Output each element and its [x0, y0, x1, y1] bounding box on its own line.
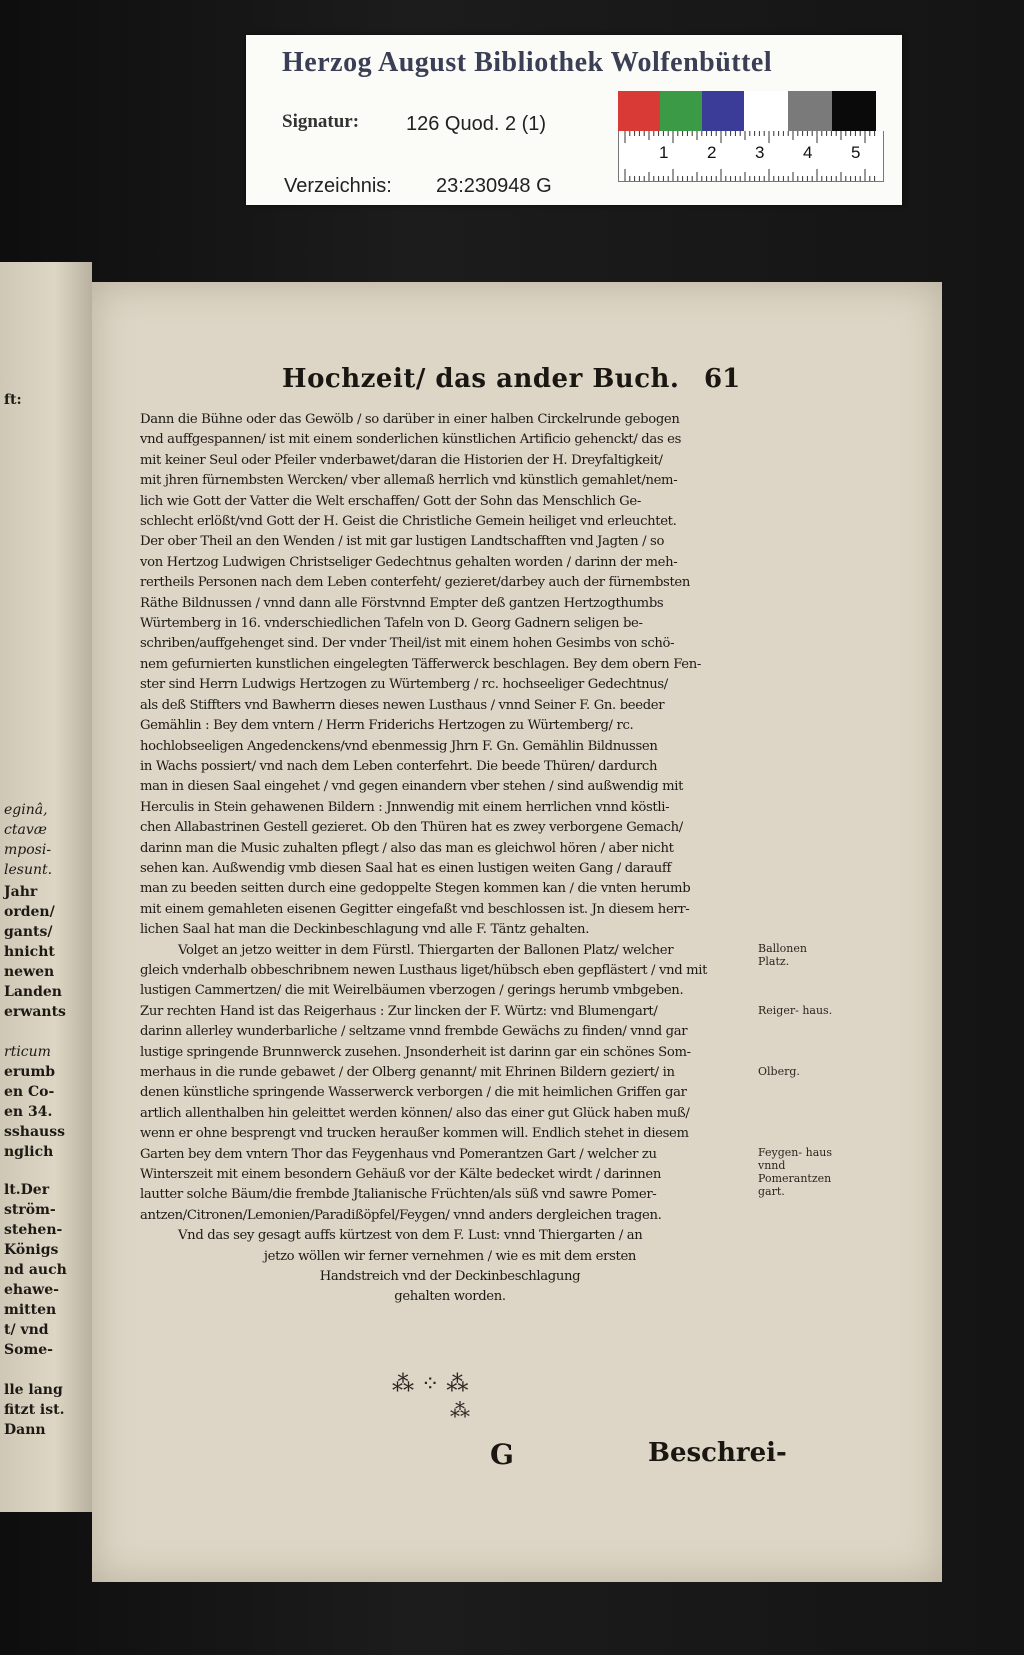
- page-number: 61: [704, 364, 741, 394]
- text-line: lautter solche Bäum/die frembde Jtalianische Früchten/als süß vnd sawre Pomer-: [140, 1187, 657, 1203]
- ruler-number: 5: [851, 143, 861, 162]
- ornament-lower: ⁂: [450, 1398, 470, 1422]
- text-line: Gemählin : Bey dem vntern / Herrn Friderichs Hertzogen zu Würtemberg/ rc.: [140, 718, 634, 734]
- text-line: vnd auffgespannen/ ist mit einem sonderlichen künstlichen Artificio gehenckt/ das es: [140, 432, 682, 448]
- left-page-fragment: eginâ,: [4, 802, 48, 818]
- left-page-fragment: erwants: [4, 1004, 66, 1020]
- text-line: mit jhren fürnembsten Wercken/ vber allemaß herrlich vnd künstlich gemahlet/nem-: [140, 473, 678, 489]
- text-line: Handstreich vnd der Deckinbeschlagung: [319, 1269, 581, 1285]
- signature-label: Signatur:: [282, 111, 360, 132]
- left-page-fragment: ctavæ: [4, 822, 47, 838]
- margin-note: Olberg.: [758, 1064, 800, 1078]
- text-line: darinn man die Music zuhalten pflegt / also das man es gleichwol hören / aber nicht: [140, 840, 674, 856]
- color-patch: [702, 91, 744, 131]
- signature-mark: G: [490, 1438, 514, 1471]
- left-page-fragment: Königs: [4, 1242, 59, 1258]
- left-page-fragment: stehen-: [4, 1222, 63, 1238]
- ruler-number: 1: [659, 143, 669, 162]
- left-page-fragment: mitten: [4, 1302, 57, 1318]
- text-line: rertheils Personen nach dem Leben conterfeht/ gezieret/darbey auch der fürnembsten: [140, 575, 691, 591]
- text-line: jetzo wöllen wir ferner vernehmen / wie es mit dem ersten: [263, 1248, 637, 1264]
- left-page-fragment: en Co-: [4, 1084, 55, 1100]
- running-head: Hochzeit/ das ander Buch.: [282, 364, 680, 394]
- text-line: nem gefurnierten kunstlichen eingelegten Täfferwerck beschlagen. Bey dem obern Fen-: [140, 656, 701, 672]
- left-page-fragment: hnicht: [4, 944, 55, 960]
- margin-note: Reiger- haus.: [758, 1003, 833, 1017]
- text-line: denen künstliche springende Wasserwerck verborgen / die mit heimlichen Griffen gar: [140, 1085, 687, 1101]
- margin-note: Feygen- haus vnnd Pomerantzen gart.: [758, 1146, 832, 1199]
- text-line: gehalten worden.: [394, 1289, 506, 1305]
- ruler-number: 3: [755, 143, 765, 162]
- text-line: von Hertzog Ludwigen Christseliger Gedechtnus gehalten worden / darinn der meh-: [140, 554, 678, 570]
- left-page-fragment: en 34.: [4, 1104, 53, 1120]
- text-line: wenn er ohne besprengt vnd trucken heraußer kommen will. Endlich stehet in diesem: [140, 1126, 689, 1142]
- left-page-fragment: ehawe-: [4, 1282, 59, 1298]
- text-line: merhaus in die runde gebawet / der Olberg genannt/ mit Ehrinen Bildern geziert/ in: [140, 1065, 675, 1080]
- text-line: Winterszeit mit einem besondern Gehäuß vor der Kälte bedecket wirdt / darinnen: [140, 1167, 661, 1183]
- left-page-fragment: gants/: [4, 924, 53, 940]
- text-line: in Wachs possiert/ vnd nach dem Leben conterfehrt. Die beede Thüren/ dardurch: [140, 758, 658, 774]
- text-line: Vnd das sey gesagt auffs kürtzest von dem F. Lust: vnnd Thiergarten / an: [178, 1228, 643, 1244]
- text-line: Herculis in Stein gehawenen Bildern : Jnnwendig mit einem herrlichen vnnd köstli-: [140, 799, 670, 815]
- text-line: antzen/Citronen/Lemonien/Paradißöpfel/Feygen/ vnnd anders dergleichen tragen.: [140, 1207, 662, 1223]
- left-page-edge: [0, 262, 92, 1512]
- color-patch: [788, 91, 832, 131]
- text-line: chen Allabastrinen Gestell gezieret. Ob den Thüren hat es zwey verborgene Gemach/: [140, 820, 683, 836]
- text-line: man in diesen Saal eingehet / vnd gegen einandern vber stehen / sind außwendig mit: [140, 779, 684, 795]
- text-line: Würtemberg in 16. vnderschiedlichen Tafeln von D. Georg Gadnern seligen be-: [140, 616, 643, 632]
- left-page-fragment: erumb: [4, 1064, 56, 1080]
- left-page-fragment: mposi-: [4, 842, 52, 858]
- text-line: mit einem gemahleten eisenen Gegitter eingefaßt vnd beschlossen ist. Jn diesem herr-: [140, 901, 690, 917]
- text-line: Der ober Theil an den Wenden / ist mit gar lustigen Landtschafften vnd Jagten / so: [140, 534, 665, 550]
- signature-value: 126 Quod. 2 (1): [406, 113, 547, 135]
- ornament: ⁂ ⁘ ⁂: [392, 1372, 469, 1397]
- text-line: lichen Saal hat man die Deckinbeschlagung vnd alle F. Täntz gehalten.: [140, 922, 590, 938]
- left-page-fragment: nd auch: [4, 1262, 67, 1278]
- text-line: schriben/auffgehenget sind. Der vnder Theil/ist mit einem hohen Gesimbs von schö-: [140, 636, 675, 652]
- color-patch: [618, 91, 660, 131]
- left-page-fragment: lesunt.: [4, 862, 53, 878]
- directory-value: 23:230948 G: [436, 175, 552, 197]
- body-text: [140, 410, 760, 1308]
- left-page-fragment: orden/: [4, 904, 55, 920]
- left-page-fragment: Jahr: [4, 884, 38, 900]
- text-line: artlich allenthalben hin geleittet werden können/ also das einer gut Glück haben muß/: [140, 1105, 690, 1121]
- ruler-number: 2: [707, 143, 717, 162]
- left-page-fragment: Landen: [4, 984, 62, 1000]
- text-line: schlecht erlößt/vnd Gott der H. Geist die Christliche Gemein heiliget vnd erleuchtet.: [140, 514, 677, 530]
- left-page-fragment: ft:: [4, 392, 22, 408]
- text-line: hochlobseeligen Angedenckens/vnd ebenmessig Jhrn F. Gn. Gemählin Bildnussen: [140, 738, 658, 754]
- left-page-fragment: Dann: [4, 1422, 46, 1438]
- text-line: lich wie Gott der Vatter die Welt erschaffen/ Gott der Sohn das Menschlich Ge-: [140, 493, 641, 509]
- left-page-fragment: fitzt ist.: [4, 1402, 65, 1418]
- left-page-fragment: lt.Der: [4, 1182, 50, 1198]
- directory-label: Verzeichnis:: [284, 175, 392, 197]
- text-line: darinn allerley wunderbarliche / seltzame vnnd frembde Gewächs zu finden/ vnnd gar: [140, 1024, 688, 1040]
- color-patch: [744, 91, 788, 131]
- text-line: sehen kan. Außwendig vmb diesen Saal hat es einen lustigen weiten Gang / darauff: [140, 860, 671, 876]
- left-page-fragment: sshauss: [4, 1124, 65, 1140]
- scale-ruler: [618, 131, 884, 182]
- left-page-fragment: t/ vnd: [4, 1322, 49, 1338]
- text-line: gleich vnderhalb obbeschribnem newen Lusthaus liget/hübsch eben gepflästert / vnd mit: [140, 962, 708, 978]
- margin-note: Ballonen Platz.: [758, 942, 807, 969]
- left-page-fragment: Some-: [4, 1342, 53, 1358]
- text-line: Räthe Bildnussen / vnnd dann alle Förstvnnd Empter deß gantzen Hertzogthumbs: [140, 595, 664, 611]
- left-page-fragment: ström-: [4, 1202, 56, 1218]
- color-patch: [832, 91, 876, 131]
- color-patch: [660, 91, 702, 131]
- library-header-card: [246, 35, 902, 205]
- text-line: als deß Stiffters vnd Bawherrn dieses newen Lusthaus / vnnd Seiner F. Gn. beeder: [140, 697, 665, 713]
- text-line: Dann die Bühne oder das Gewölb / so darüber in einer halben Circkelrunde gebogen: [140, 412, 680, 427]
- text-line: Zur rechten Hand ist das Reigerhaus : Zur lincken der F. Würtz: vnd Blumengart/: [140, 1003, 658, 1019]
- book-page: [92, 282, 942, 1582]
- text-line: man zu beeden seitten durch eine gedoppelte Stegen kommen kan / die vnten herumb: [140, 881, 691, 897]
- color-calibration-strip: [618, 91, 882, 131]
- catchword: Beschrei-: [648, 1438, 787, 1468]
- left-page-fragment: rticum: [4, 1044, 51, 1060]
- text-line: lustigen Cammertzen/ die mit Weirelbäumen vberzogen / gerings herumb vmbgeben.: [140, 983, 684, 999]
- left-page-fragment: nglich: [4, 1144, 54, 1160]
- text-line: ster sind Herrn Ludwigs Hertzogen zu Würtemberg / rc. hochseeliger Gedechtnus/: [140, 677, 668, 693]
- ruler-number: 4: [803, 143, 813, 162]
- library-name: Herzog August Bibliothek Wolfenbüttel: [282, 47, 773, 78]
- text-line: lustige springende Brunnwerck zusehen. Jnsonderheit ist darinn gar ein schönes Som-: [140, 1044, 691, 1060]
- left-page-fragment: lle lang: [4, 1382, 63, 1398]
- text-line: Garten bey dem vntern Thor das Feygenhaus vnd Pomerantzen Gart / welcher zu: [140, 1146, 657, 1162]
- text-line: Volget an jetzo weitter in dem Fürstl. Thiergarten der Ballonen Platz/ welcher: [178, 942, 674, 958]
- left-page-fragment: newen: [4, 964, 55, 980]
- text-line: mit keiner Seul oder Pfeiler vnderbawet/daran die Historien der H. Dreyfaltigkeit/: [140, 452, 663, 468]
